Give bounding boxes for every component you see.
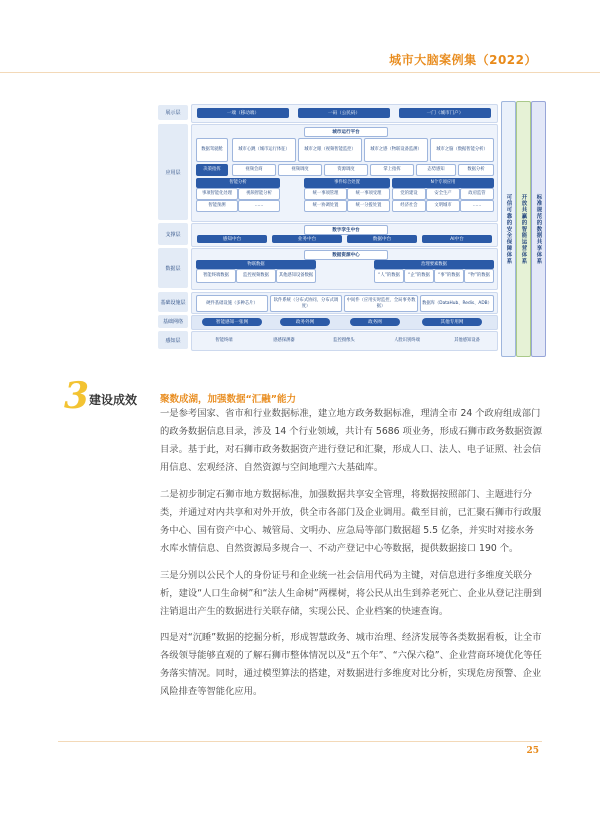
display-item: 一门（城市门户） bbox=[399, 108, 491, 118]
support-item: 业务中台 bbox=[272, 235, 342, 243]
layer-label-application: 应用层 bbox=[158, 124, 188, 220]
data-title: 数据资源中心 bbox=[304, 250, 388, 260]
row2-item: 数据分析 bbox=[458, 164, 494, 176]
side-bar-operation: 开放共赢的智能运营体系 bbox=[516, 101, 531, 357]
napps-item: …… bbox=[460, 200, 494, 212]
sensing-item: 其他感知设备 bbox=[454, 337, 480, 343]
data-left-item: 其他感知设备数据 bbox=[276, 269, 316, 283]
layer-label-sensing: 感知层 bbox=[158, 331, 188, 349]
paragraph: 一是参考国家、省市和行业数据标准，建立地方政务数据标准，理清全市 24 个政府组成部门的政务数据信息目录，涉及 14 个行业领域，共计有 5686 项业务，形成石狮市政务数据资源目录。基于此，对石狮市政务数据资产进行登记和汇聚，形成人口、法人、电子证照、社会信用信息、宏观经济、自然资源与空间地理六大基础库。 bbox=[160, 408, 542, 474]
section-subtitle: 聚数成湖，加强数据“汇融”能力 bbox=[160, 394, 296, 405]
infra-band bbox=[191, 292, 498, 314]
header-title: 城市大脑案例集（2022） bbox=[389, 53, 537, 67]
support-item: 数据中台 bbox=[347, 235, 417, 243]
row2-item: 资源调度 bbox=[324, 164, 368, 176]
napps-item: 安全生产 bbox=[426, 188, 460, 200]
data-right-item: “人”的数据 bbox=[374, 269, 404, 283]
layer-label-data: 数据层 bbox=[158, 248, 188, 288]
support-item: AI中台 bbox=[422, 235, 492, 243]
data-right-item: “事”的数据 bbox=[434, 269, 464, 283]
layer-label-support: 支撑层 bbox=[158, 223, 188, 245]
event-item: 统一分拨处置 bbox=[347, 200, 390, 212]
section-title: 建设成效 bbox=[89, 393, 138, 407]
center-item: 城市心跳（城市运行体征） bbox=[232, 138, 296, 162]
napps-item: 党的建设 bbox=[392, 188, 426, 200]
data-right-item: “物”的数据 bbox=[464, 269, 494, 283]
display-item: 一端（移动端） bbox=[197, 108, 289, 118]
infra-item: 软件系统（分布式协同、分布式调度） bbox=[270, 295, 342, 312]
network-item: 政务网 bbox=[350, 318, 400, 326]
network-item: 其他专用网 bbox=[422, 318, 482, 326]
sensing-band bbox=[191, 331, 498, 351]
display-band bbox=[191, 104, 498, 123]
row2-item: 掌上指挥 bbox=[370, 164, 414, 176]
layer-label-network: 基础网络 bbox=[158, 315, 188, 328]
display-item: 一码（公民码） bbox=[298, 108, 390, 118]
napps-item: 文明城市 bbox=[426, 200, 460, 212]
paragraph: 四是对“沉睡”数据的挖掘分析，形成智慧政务、城市治理、经济发展等各类数据看板，让全市各级领导能够直观的了解石狮市整体情况以及“五个年”、“六保六稳”、企业营商环境优化等任务落实情况。同时，通过模型算法的搭建，对数据进行多维度对比分析，实现危房预警、企业风险排查等智能化应用。 bbox=[160, 632, 542, 698]
app-cockpit: 数据驾驶舱 bbox=[196, 138, 228, 162]
application-band bbox=[191, 124, 498, 222]
napps-title: N个专项应用 bbox=[392, 178, 494, 188]
header-divider bbox=[0, 72, 600, 73]
paragraph: 三是分别以公民个人的身份证号和企业统一社会信用代码为主键，对信息进行多维度关联分析，建设“人口生命树”和“法人生命树”两棵树，将公民从出生到养老死亡、企业从登记注册到注销退出产生的数据进行关联存储，实现公民、企业档案的快速查询。 bbox=[160, 570, 542, 618]
sensing-item: 人脸识别终端 bbox=[394, 337, 420, 343]
side-bar-security: 可信可靠的安全保障体系 bbox=[501, 101, 516, 357]
network-item: 政务外网 bbox=[280, 318, 330, 326]
data-left-title: 物联数据 bbox=[196, 260, 316, 269]
section-number: 3 bbox=[64, 375, 90, 417]
data-left-item: 监控视频数据 bbox=[236, 269, 276, 283]
infra-item: 硬件基础设施（多种芯片） bbox=[196, 295, 268, 312]
sensing-item: 监控摄像头 bbox=[333, 337, 355, 343]
center-item: 城市之脑（数据智能分析） bbox=[430, 138, 494, 162]
data-right-title: 治理要素数据 bbox=[374, 260, 494, 269]
side-bar-standards: 标准规范的数据共享体系 bbox=[531, 101, 546, 357]
center-item: 城市之眼（视频智能监控） bbox=[298, 138, 362, 162]
event-item: 统一事项管理 bbox=[304, 188, 347, 200]
event-title: 事件综合处置 bbox=[304, 178, 390, 188]
smart-analysis-item: 智能预测 bbox=[196, 200, 238, 212]
footer-divider bbox=[58, 741, 542, 742]
smart-analysis-item: 视频智能分析 bbox=[238, 188, 280, 200]
event-item: 统一协调处置 bbox=[304, 200, 347, 212]
paragraph: 二是初步制定石狮市地方数据标准，加强数据共享安全管理，将数据按照部门、主题进行分类，并通过对内共享和对外开放，供全市各部门及企业调用。截至目前，已汇聚石狮市行政服务中心、国有资产中心、城管局、文明办、应急局等部门数据超 5.5 亿条，并实时对接水务水库水情信息、自然资源局多规合一、不动产登记中心等数据，提供数据接口 190 个。 bbox=[160, 489, 542, 555]
napps-item: 经济社会 bbox=[392, 200, 426, 212]
page-number: 25 bbox=[526, 746, 539, 756]
platform-title: 城市运行平台 bbox=[304, 127, 388, 137]
app-command: 决策指挥 bbox=[196, 164, 228, 176]
infra-item: 中间件（应用实时监控、全局事务数据） bbox=[344, 295, 418, 312]
data-band bbox=[191, 248, 498, 290]
event-item: 统一事项受理 bbox=[347, 188, 390, 200]
row2-item: 视频调度 bbox=[278, 164, 322, 176]
data-right-item: “企”的数据 bbox=[404, 269, 434, 283]
row2-item: 视频会商 bbox=[232, 164, 276, 176]
sensing-item: 感感探测器 bbox=[273, 337, 295, 343]
architecture-diagram bbox=[158, 101, 544, 355]
sensing-item: 智能终端 bbox=[215, 337, 233, 343]
network-item: 智能感知一张网 bbox=[202, 318, 262, 326]
support-title: 数字孪生中台 bbox=[304, 225, 388, 235]
smart-analysis-title: 智能分析 bbox=[196, 178, 280, 188]
network-band bbox=[191, 315, 498, 330]
support-item: 感知中台 bbox=[197, 235, 267, 243]
support-band bbox=[191, 223, 498, 247]
center-item: 城市之感（物联设备监测） bbox=[364, 138, 428, 162]
row2-item: 态势感知 bbox=[416, 164, 456, 176]
smart-analysis-item: …… bbox=[238, 200, 280, 212]
infra-item: 数据库（DataHub、Redis、ADB） bbox=[420, 295, 494, 312]
layer-label-infra: 基础设施层 bbox=[158, 292, 188, 312]
napps-item: 政府监管 bbox=[460, 188, 494, 200]
data-left-item: 智能终端数据 bbox=[196, 269, 236, 283]
smart-analysis-item: 事项智能化处理 bbox=[196, 188, 238, 200]
layer-label-display: 展示层 bbox=[158, 105, 188, 120]
